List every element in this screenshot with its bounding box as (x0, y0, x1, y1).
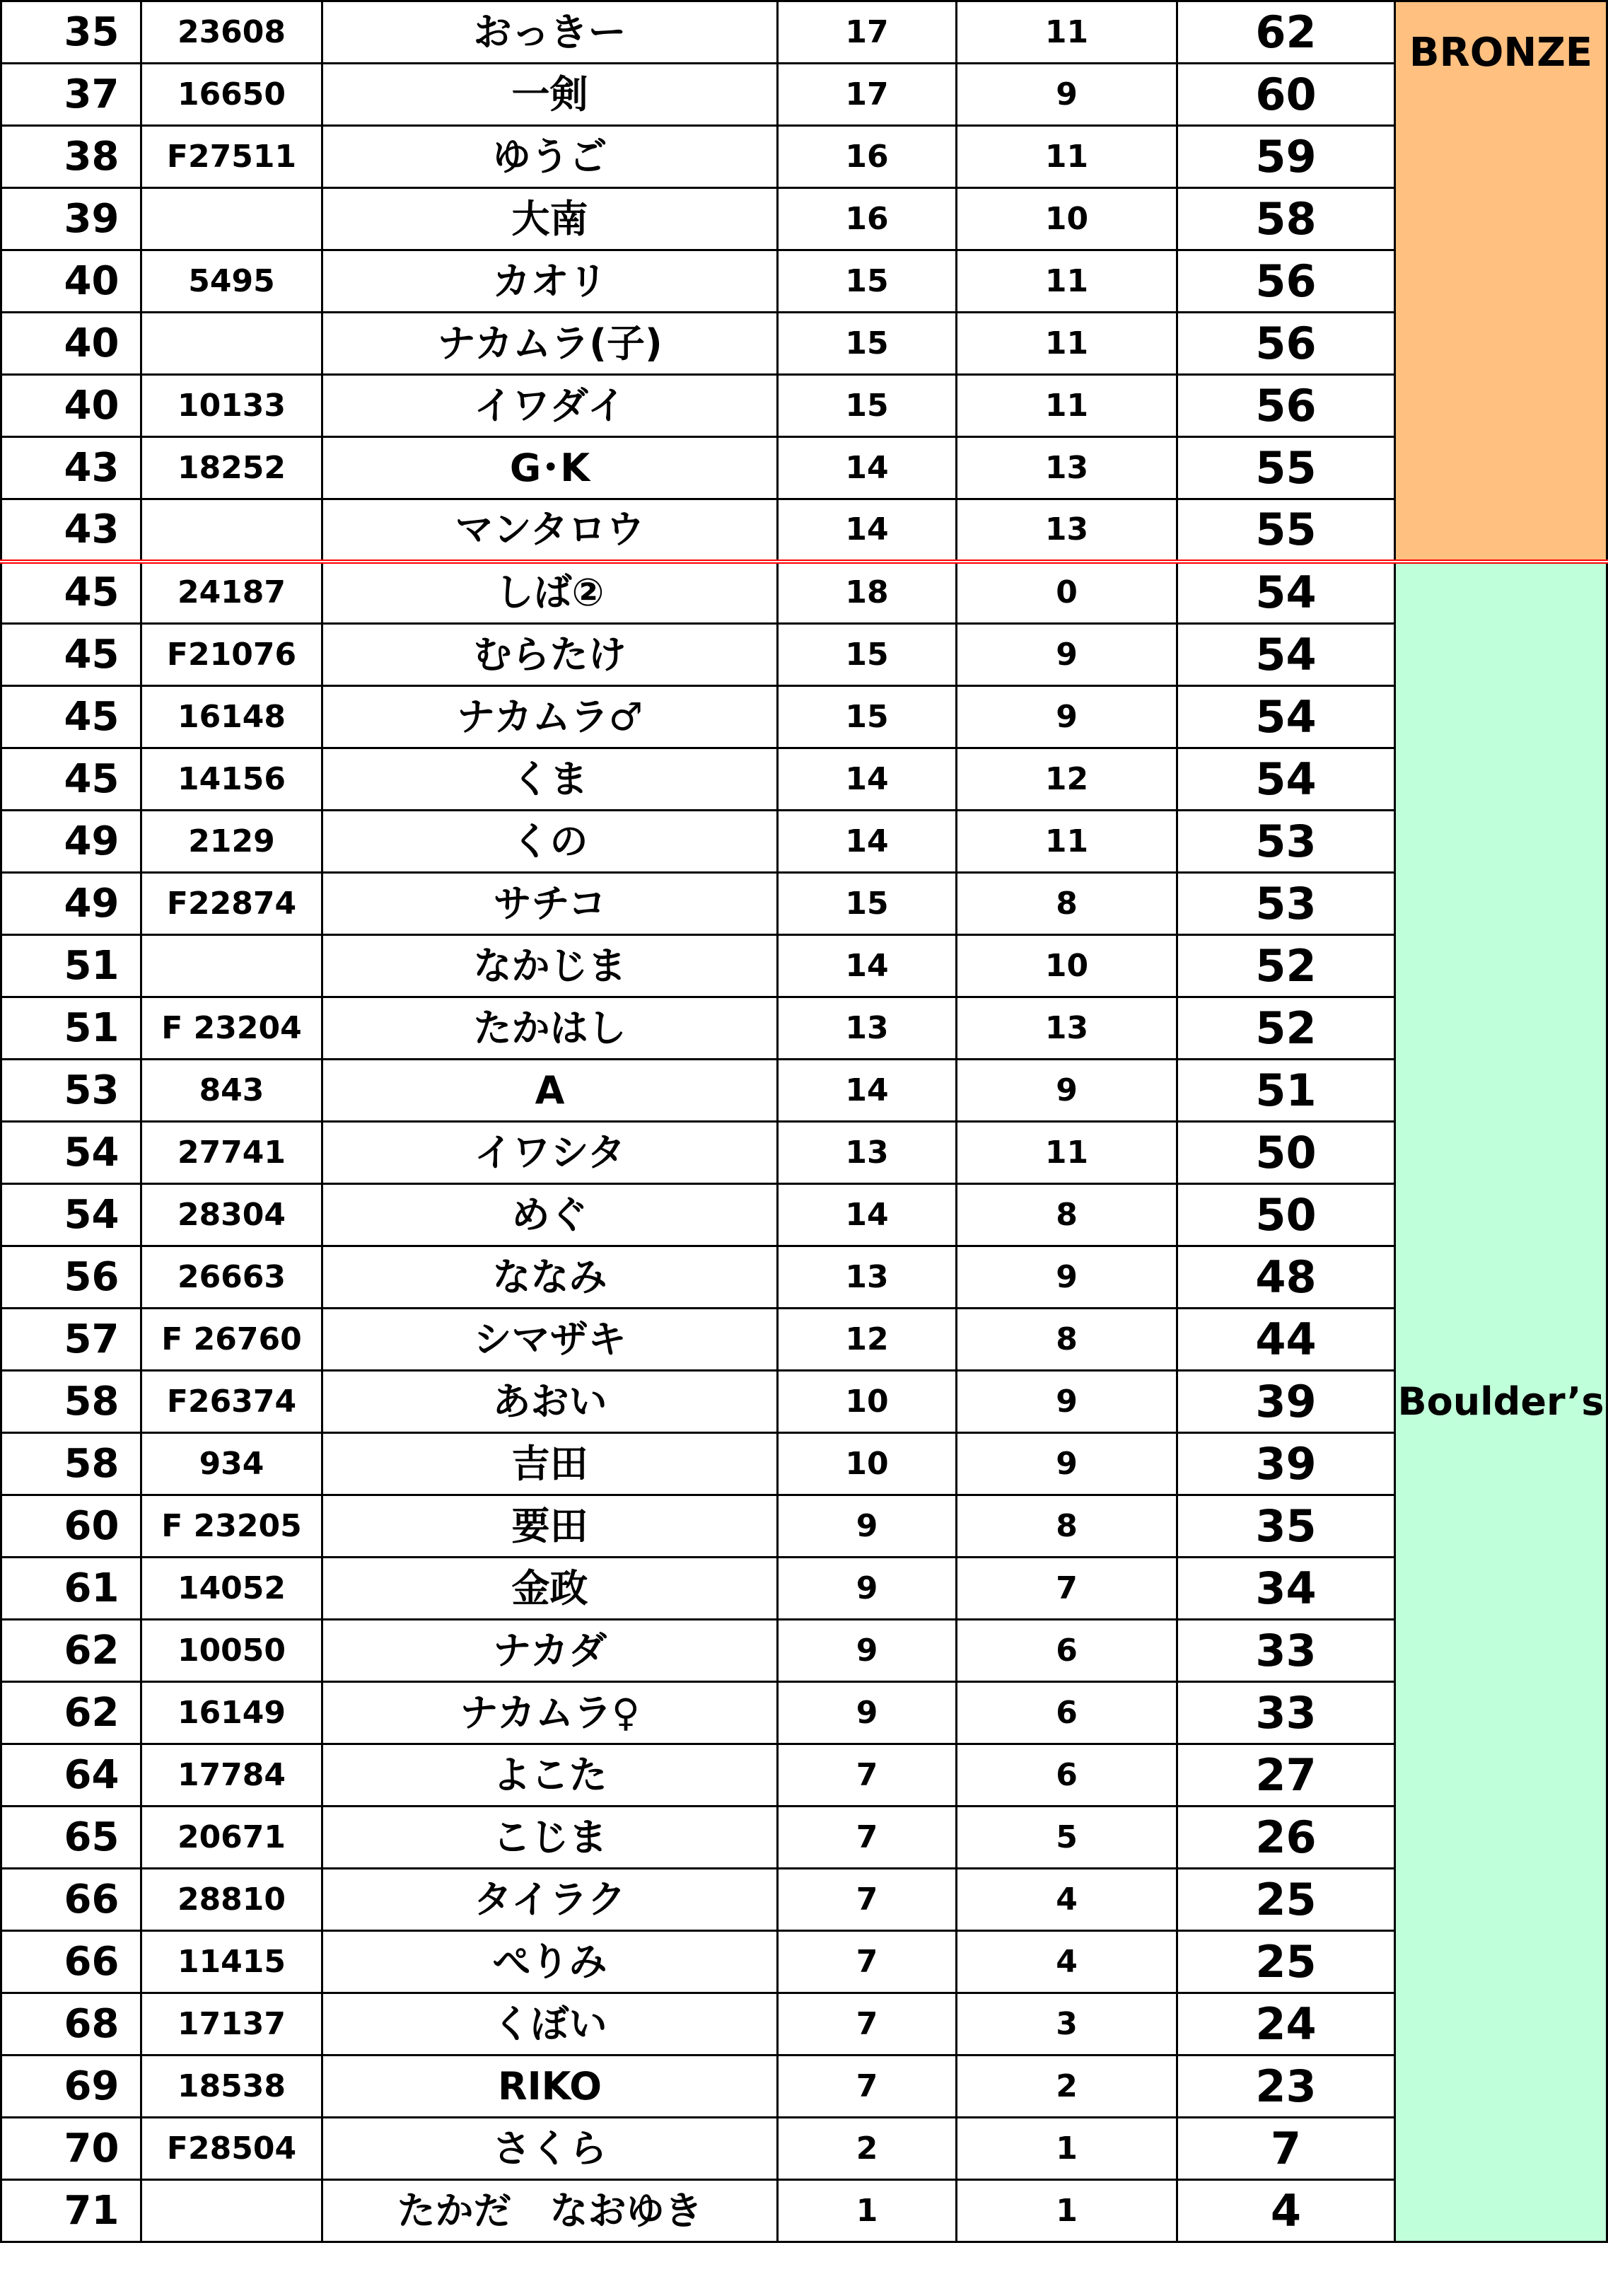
score-b-cell: 5 (957, 1807, 1177, 1869)
member-id-cell: 10133 (141, 375, 322, 437)
total-points-cell: 50 (1177, 1122, 1395, 1184)
total-points-cell: 33 (1177, 1620, 1395, 1682)
score-b-cell: 9 (957, 1246, 1177, 1309)
score-a-cell: 13 (778, 1246, 957, 1309)
table-row (1, 1184, 1607, 1246)
member-id-cell: 16148 (141, 686, 322, 748)
total-points-cell: 55 (1177, 437, 1395, 499)
rank-cell: 70 (1, 2118, 141, 2180)
total-points-cell: 54 (1177, 686, 1395, 748)
score-b-cell: 9 (957, 1060, 1177, 1122)
rank-cell: 58 (1, 1433, 141, 1495)
table-row (1, 313, 1607, 375)
member-id-cell: 17137 (141, 1993, 322, 2056)
rank-cell: 54 (1, 1122, 141, 1184)
total-points-cell: 25 (1177, 1869, 1395, 1931)
score-b-cell: 9 (957, 624, 1177, 686)
member-id-cell: F 26760 (141, 1309, 322, 1371)
table-row (1, 1495, 1607, 1558)
table-row (1, 1993, 1607, 2056)
score-a-cell: 14 (778, 811, 957, 873)
score-a-cell: 10 (778, 1433, 957, 1495)
score-b-cell: 10 (957, 935, 1177, 997)
score-a-cell: 9 (778, 1495, 957, 1558)
member-id-cell: 28810 (141, 1869, 322, 1931)
climber-name-cell: しば② (322, 562, 778, 624)
climber-name-cell: 金政 (322, 1558, 778, 1620)
climber-name-cell: ぺりみ (322, 1931, 778, 1993)
score-a-cell: 2 (778, 2118, 957, 2180)
score-b-cell: 2 (957, 2056, 1177, 2118)
table-row (1, 997, 1607, 1060)
total-points-cell: 51 (1177, 1060, 1395, 1122)
climber-name-cell: くま (322, 748, 778, 811)
table-row (1, 748, 1607, 811)
climber-name-cell: こじま (322, 1807, 778, 1869)
score-b-cell: 12 (957, 748, 1177, 811)
total-points-cell: 53 (1177, 811, 1395, 873)
total-points-cell: 52 (1177, 935, 1395, 997)
score-a-cell: 14 (778, 437, 957, 499)
rank-cell: 58 (1, 1371, 141, 1433)
score-b-cell: 9 (957, 686, 1177, 748)
table-row (1, 1433, 1607, 1495)
member-id-cell: 11415 (141, 1931, 322, 1993)
total-points-cell: 24 (1177, 1993, 1395, 2056)
total-points-cell: 60 (1177, 64, 1395, 126)
score-b-cell: 11 (957, 1, 1177, 64)
score-a-cell: 16 (778, 188, 957, 250)
member-id-cell: F 23205 (141, 1495, 322, 1558)
total-points-cell: 54 (1177, 624, 1395, 686)
table-row (1, 1682, 1607, 1744)
score-b-cell: 3 (957, 1993, 1177, 2056)
rank-cell: 71 (1, 2180, 141, 2242)
score-b-cell: 6 (957, 1620, 1177, 1682)
score-b-cell: 7 (957, 1558, 1177, 1620)
score-b-cell: 11 (957, 811, 1177, 873)
member-id-cell: F27511 (141, 126, 322, 188)
table-row (1, 1371, 1607, 1433)
rank-cell: 57 (1, 1309, 141, 1371)
table-row (1, 1060, 1607, 1122)
rank-cell: 53 (1, 1060, 141, 1122)
member-id-cell: 843 (141, 1060, 322, 1122)
member-id-cell: 17784 (141, 1744, 322, 1807)
table-row (1, 64, 1607, 126)
score-b-cell: 8 (957, 1184, 1177, 1246)
rank-cell: 66 (1, 1931, 141, 1993)
member-id-cell: 23608 (141, 1, 322, 64)
score-a-cell: 16 (778, 126, 957, 188)
rank-cell: 45 (1, 686, 141, 748)
climber-name-cell: なかじま (322, 935, 778, 997)
climber-name-cell: G･K (322, 437, 778, 499)
table-row (1, 873, 1607, 935)
rank-cell: 37 (1, 64, 141, 126)
climber-name-cell: 吉田 (322, 1433, 778, 1495)
climber-name-cell: イワシタ (322, 1122, 778, 1184)
table-row (1, 499, 1607, 562)
member-id-cell: F21076 (141, 624, 322, 686)
score-a-cell: 7 (778, 1931, 957, 1993)
climber-name-cell: RIKO (322, 2056, 778, 2118)
total-points-cell: 27 (1177, 1744, 1395, 1807)
score-a-cell: 14 (778, 748, 957, 811)
total-points-cell: 44 (1177, 1309, 1395, 1371)
score-b-cell: 8 (957, 1495, 1177, 1558)
member-id-cell: 16650 (141, 64, 322, 126)
score-a-cell: 9 (778, 1558, 957, 1620)
table-row (1, 437, 1607, 499)
member-id-cell: 10050 (141, 1620, 322, 1682)
rank-cell: 61 (1, 1558, 141, 1620)
total-points-cell: 26 (1177, 1807, 1395, 1869)
climber-name-cell: 大南 (322, 188, 778, 250)
score-a-cell: 1 (778, 2180, 957, 2242)
score-a-cell: 13 (778, 1122, 957, 1184)
table-row (1, 624, 1607, 686)
score-b-cell: 11 (957, 250, 1177, 313)
rank-cell: 39 (1, 188, 141, 250)
score-b-cell: 8 (957, 1309, 1177, 1371)
member-id-cell: 18538 (141, 2056, 322, 2118)
total-points-cell: 56 (1177, 313, 1395, 375)
climber-name-cell: A (322, 1060, 778, 1122)
score-b-cell: 10 (957, 188, 1177, 250)
total-points-cell: 23 (1177, 2056, 1395, 2118)
member-id-cell: 5495 (141, 250, 322, 313)
member-id-cell: 24187 (141, 562, 322, 624)
table-row (1, 1, 1607, 64)
score-a-cell: 15 (778, 313, 957, 375)
score-b-cell: 11 (957, 1122, 1177, 1184)
score-a-cell: 10 (778, 1371, 957, 1433)
total-points-cell: 53 (1177, 873, 1395, 935)
score-a-cell: 7 (778, 1807, 957, 1869)
member-id-cell: F 23204 (141, 997, 322, 1060)
climber-name-cell: くの (322, 811, 778, 873)
rank-cell: 43 (1, 437, 141, 499)
rank-cell: 40 (1, 375, 141, 437)
score-b-cell: 9 (957, 1433, 1177, 1495)
climber-name-cell: タイラク (322, 1869, 778, 1931)
score-a-cell: 17 (778, 64, 957, 126)
rank-cell: 68 (1, 1993, 141, 2056)
total-points-cell: 4 (1177, 2180, 1395, 2242)
total-points-cell: 62 (1177, 1, 1395, 64)
rank-cell: 45 (1, 624, 141, 686)
climber-name-cell: さくら (322, 2118, 778, 2180)
score-b-cell: 4 (957, 1931, 1177, 1993)
score-a-cell: 14 (778, 1060, 957, 1122)
table-row (1, 1122, 1607, 1184)
member-id-cell: 934 (141, 1433, 322, 1495)
climber-name-cell: たかはし (322, 997, 778, 1060)
member-id-cell: 16149 (141, 1682, 322, 1744)
member-id-cell (141, 2180, 322, 2242)
total-points-cell: 54 (1177, 748, 1395, 811)
rank-cell: 43 (1, 499, 141, 562)
rank-cell: 49 (1, 811, 141, 873)
total-points-cell: 35 (1177, 1495, 1395, 1558)
member-id-cell: 18252 (141, 437, 322, 499)
score-a-cell: 7 (778, 1744, 957, 1807)
rank-cell: 56 (1, 1246, 141, 1309)
member-id-cell (141, 313, 322, 375)
tier-label-bronze: BRONZE (1395, 1, 1607, 562)
score-a-cell: 15 (778, 624, 957, 686)
score-a-cell: 12 (778, 1309, 957, 1371)
table-row (1, 250, 1607, 313)
total-points-cell: 7 (1177, 2118, 1395, 2180)
climber-name-cell: おっきー (322, 1, 778, 64)
climber-name-cell: よこた (322, 1744, 778, 1807)
score-a-cell: 14 (778, 935, 957, 997)
rank-cell: 35 (1, 1, 141, 64)
score-a-cell: 18 (778, 562, 957, 624)
score-b-cell: 11 (957, 126, 1177, 188)
rank-cell: 38 (1, 126, 141, 188)
score-a-cell: 7 (778, 1993, 957, 2056)
score-a-cell: 9 (778, 1682, 957, 1744)
member-id-cell: F26374 (141, 1371, 322, 1433)
rank-cell: 51 (1, 997, 141, 1060)
climber-name-cell: ナカムラ♂ (322, 686, 778, 748)
table-row (1, 1744, 1607, 1807)
climber-name-cell: むらたけ (322, 624, 778, 686)
total-points-cell: 25 (1177, 1931, 1395, 1993)
total-points-cell: 56 (1177, 375, 1395, 437)
member-id-cell: F22874 (141, 873, 322, 935)
rank-cell: 62 (1, 1682, 141, 1744)
score-a-cell: 14 (778, 499, 957, 562)
rank-cell: 62 (1, 1620, 141, 1682)
table-row (1, 1869, 1607, 1931)
climber-name-cell: マンタロウ (322, 499, 778, 562)
total-points-cell: 55 (1177, 499, 1395, 562)
climber-name-cell: ななみ (322, 1246, 778, 1309)
total-points-cell: 50 (1177, 1184, 1395, 1246)
member-id-cell: 27741 (141, 1122, 322, 1184)
score-b-cell: 0 (957, 562, 1177, 624)
rank-cell: 65 (1, 1807, 141, 1869)
rank-cell: 60 (1, 1495, 141, 1558)
rank-cell: 45 (1, 562, 141, 624)
score-b-cell: 1 (957, 2180, 1177, 2242)
climber-name-cell: イワダイ (322, 375, 778, 437)
climber-name-cell: ナカムラ(子) (322, 313, 778, 375)
table-row (1, 126, 1607, 188)
score-b-cell: 6 (957, 1682, 1177, 1744)
member-id-cell: F28504 (141, 2118, 322, 2180)
table-row (1, 1558, 1607, 1620)
table-row (1, 811, 1607, 873)
score-a-cell: 17 (778, 1, 957, 64)
rank-cell: 40 (1, 313, 141, 375)
member-id-cell (141, 935, 322, 997)
climber-name-cell: カオリ (322, 250, 778, 313)
rank-cell: 45 (1, 748, 141, 811)
total-points-cell: 56 (1177, 250, 1395, 313)
total-points-cell: 59 (1177, 126, 1395, 188)
table-row (1, 1931, 1607, 1993)
total-points-cell: 58 (1177, 188, 1395, 250)
total-points-cell: 54 (1177, 562, 1395, 624)
member-id-cell (141, 188, 322, 250)
score-a-cell: 15 (778, 873, 957, 935)
score-b-cell: 9 (957, 64, 1177, 126)
table-row (1, 686, 1607, 748)
rank-cell: 51 (1, 935, 141, 997)
table-row (1, 375, 1607, 437)
table-row (1, 1807, 1607, 1869)
rank-cell: 54 (1, 1184, 141, 1246)
table-row (1, 188, 1607, 250)
rank-cell: 64 (1, 1744, 141, 1807)
climber-name-cell: ゆうご (322, 126, 778, 188)
table-row (1, 1620, 1607, 1682)
score-a-cell: 15 (778, 250, 957, 313)
ranking-rows (1, 1, 1607, 2242)
score-b-cell: 13 (957, 997, 1177, 1060)
total-points-cell: 39 (1177, 1371, 1395, 1433)
score-b-cell: 13 (957, 499, 1177, 562)
score-b-cell: 6 (957, 1744, 1177, 1807)
score-a-cell: 7 (778, 2056, 957, 2118)
climber-name-cell: サチコ (322, 873, 778, 935)
climber-name-cell: 一剣 (322, 64, 778, 126)
score-a-cell: 9 (778, 1620, 957, 1682)
table-row (1, 1309, 1607, 1371)
rank-cell: 69 (1, 2056, 141, 2118)
score-a-cell: 15 (778, 686, 957, 748)
score-b-cell: 13 (957, 437, 1177, 499)
score-a-cell: 7 (778, 1869, 957, 1931)
climber-name-cell: あおい (322, 1371, 778, 1433)
climber-name-cell: めぐ (322, 1184, 778, 1246)
total-points-cell: 34 (1177, 1558, 1395, 1620)
score-b-cell: 4 (957, 1869, 1177, 1931)
climber-name-cell: くぼい (322, 1993, 778, 2056)
member-id-cell: 28304 (141, 1184, 322, 1246)
score-b-cell: 1 (957, 2118, 1177, 2180)
table-row (1, 935, 1607, 997)
total-points-cell: 39 (1177, 1433, 1395, 1495)
table-row (1, 562, 1607, 624)
climber-name-cell: たかだ なおゆき (322, 2180, 778, 2242)
climber-name-cell: ナカムラ♀ (322, 1682, 778, 1744)
table-row (1, 1246, 1607, 1309)
score-b-cell: 9 (957, 1371, 1177, 1433)
score-b-cell: 11 (957, 375, 1177, 437)
member-id-cell (141, 499, 322, 562)
rank-cell: 66 (1, 1869, 141, 1931)
rank-cell: 40 (1, 250, 141, 313)
climber-name-cell: シマザキ (322, 1309, 778, 1371)
climber-name-cell: ナカダ (322, 1620, 778, 1682)
member-id-cell: 14156 (141, 748, 322, 811)
total-points-cell: 48 (1177, 1246, 1395, 1309)
table-row (1, 2056, 1607, 2118)
score-b-cell: 8 (957, 873, 1177, 935)
score-a-cell: 13 (778, 997, 957, 1060)
table-row (1, 2180, 1607, 2242)
member-id-cell: 26663 (141, 1246, 322, 1309)
member-id-cell: 14052 (141, 1558, 322, 1620)
total-points-cell: 52 (1177, 997, 1395, 1060)
total-points-cell: 33 (1177, 1682, 1395, 1744)
score-b-cell: 11 (957, 313, 1177, 375)
score-a-cell: 14 (778, 1184, 957, 1246)
member-id-cell: 20671 (141, 1807, 322, 1869)
climber-name-cell: 要田 (322, 1495, 778, 1558)
table-row (1, 2118, 1607, 2180)
tier-label-boulders: Boulder’s (1395, 562, 1607, 2242)
score-a-cell: 15 (778, 375, 957, 437)
rank-cell: 49 (1, 873, 141, 935)
member-id-cell: 2129 (141, 811, 322, 873)
